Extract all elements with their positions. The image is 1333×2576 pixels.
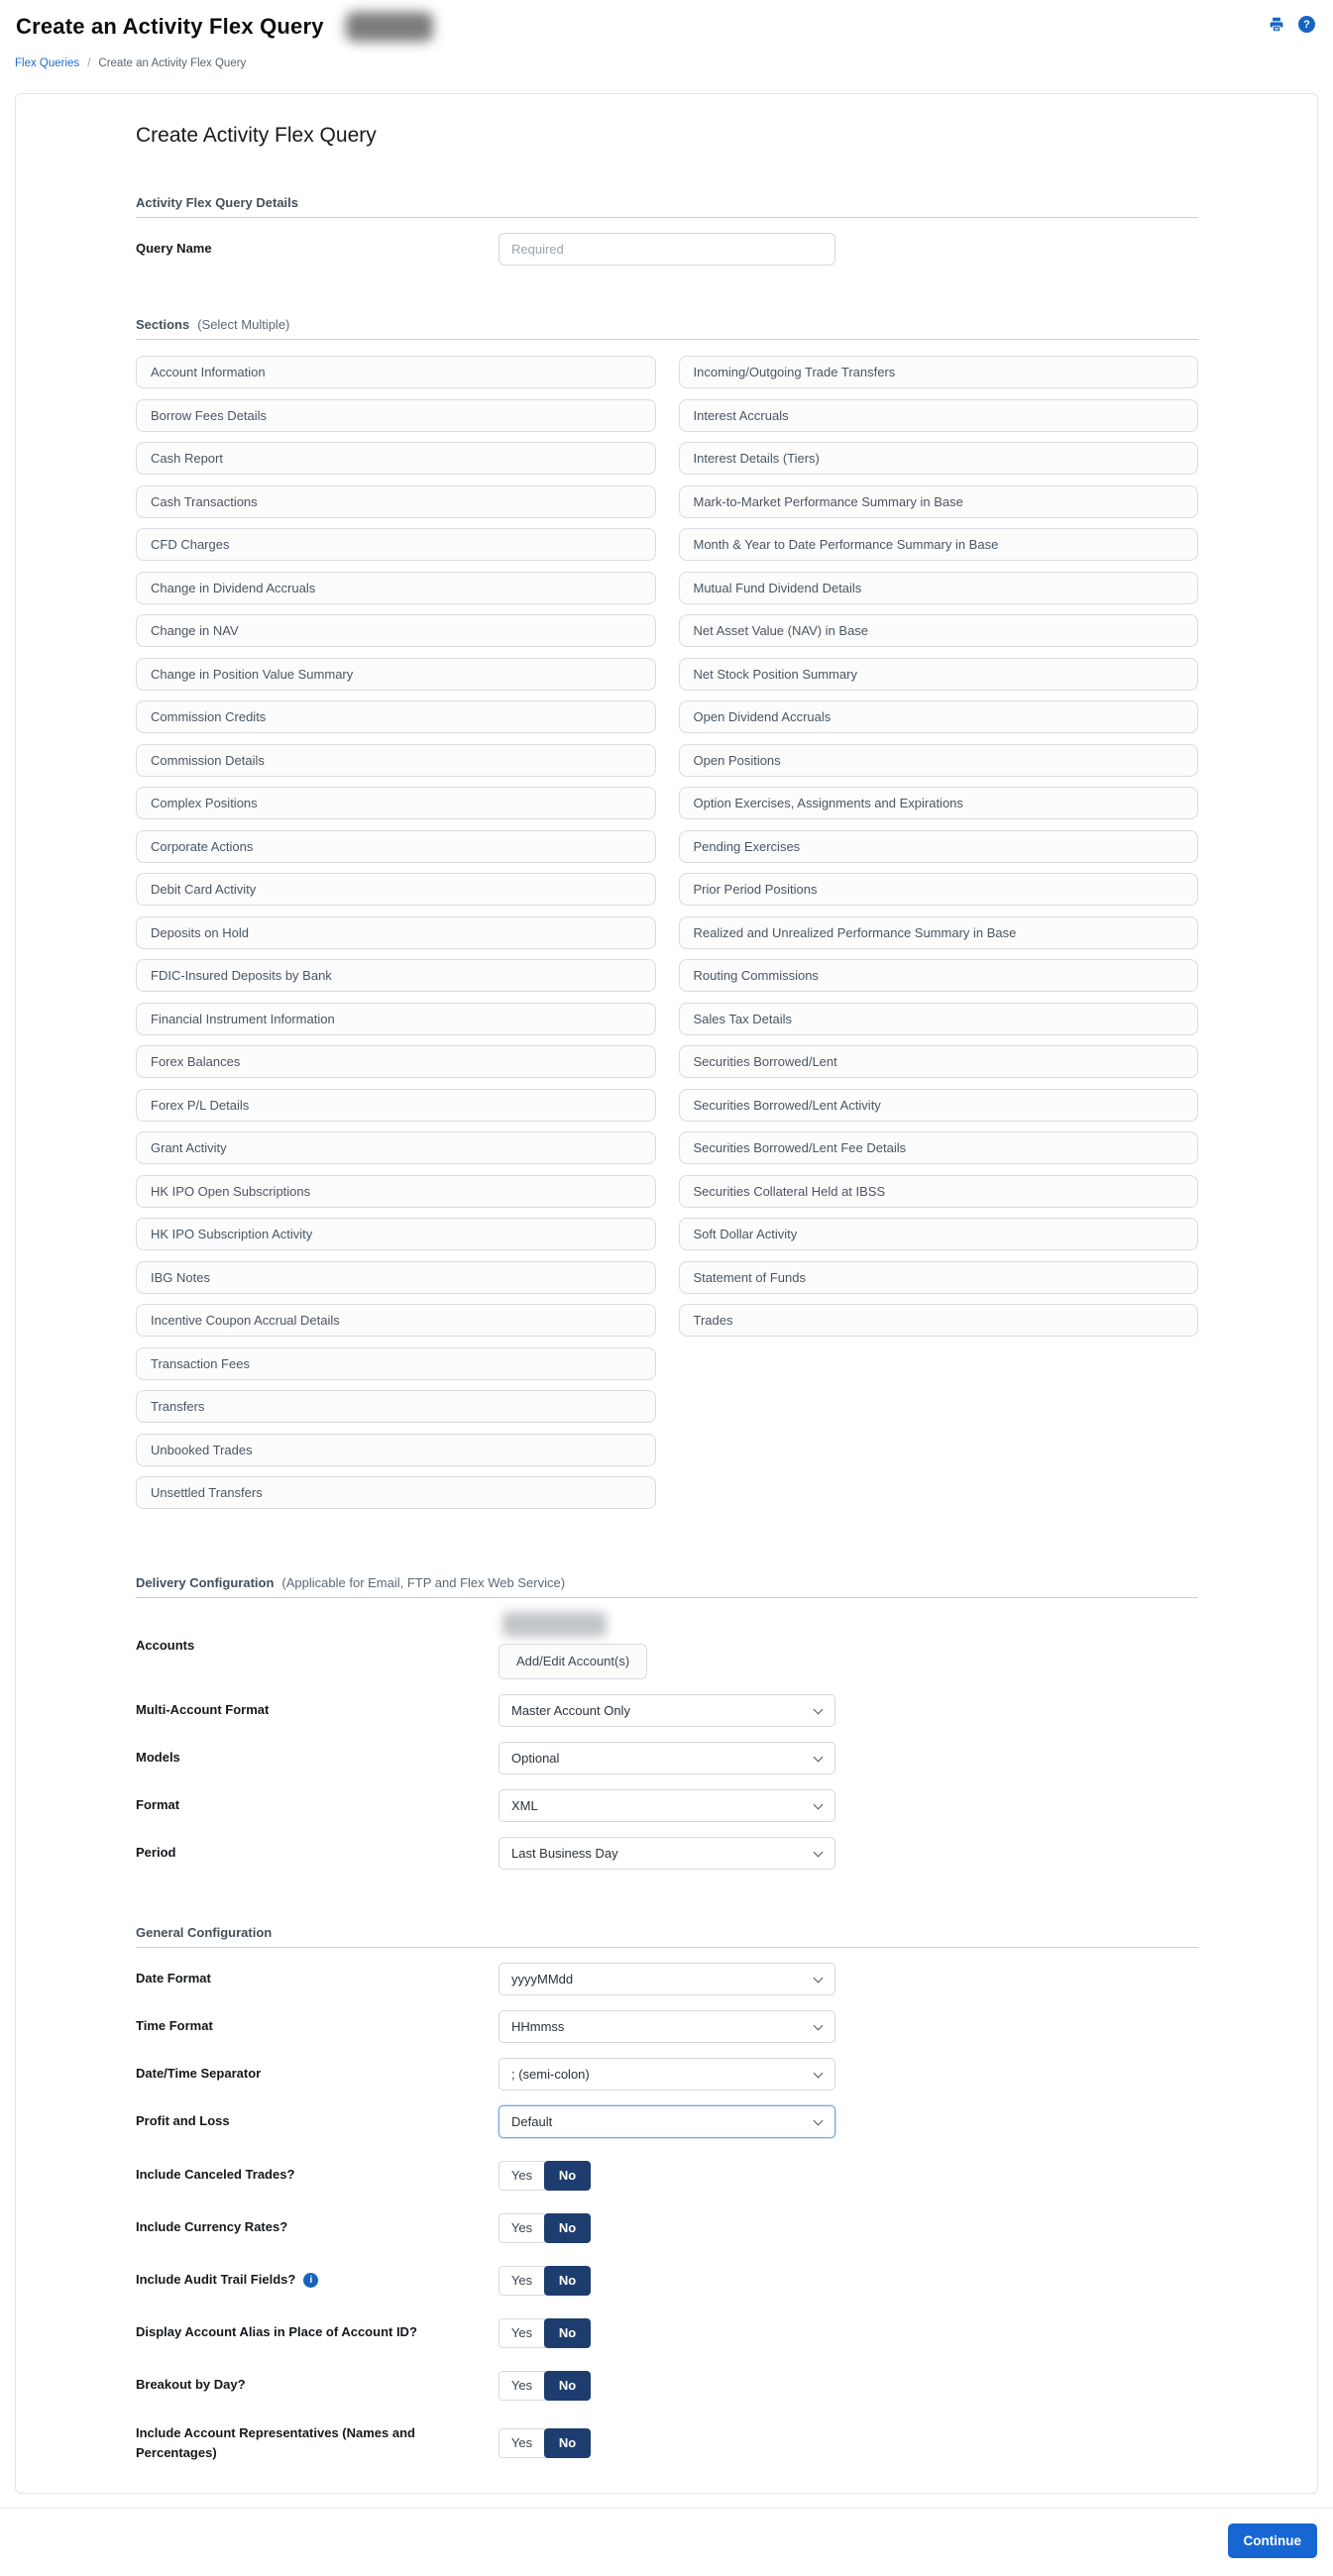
section-option-button[interactable] — [679, 399, 1199, 432]
section-option-label: Pending Exercises — [693, 838, 801, 854]
form-row — [136, 1963, 1198, 1995]
section-option-label: Transfers — [151, 1399, 205, 1414]
toggle-label-text: Breakout by Day? — [136, 2377, 246, 2393]
toggle-label-text: Include Currency Rates? — [136, 2219, 288, 2235]
section-option-label: Change in Dividend Accruals — [151, 580, 316, 595]
section-option-button[interactable] — [136, 528, 656, 561]
accounts-label-text: Accounts — [136, 1637, 195, 1653]
section-option-button[interactable] — [136, 744, 656, 777]
yes-no-toggle — [499, 2428, 591, 2458]
section-option-label: Incoming/Outgoing Trade Transfers — [693, 365, 896, 379]
section-option-button[interactable] — [679, 1131, 1199, 1164]
section-option-label: Mark-to-Market Performance Summary in Base — [693, 493, 963, 509]
form-row — [136, 2058, 1198, 2091]
yes-no-toggle — [499, 2371, 591, 2401]
field-label-text: Date Format — [136, 1970, 211, 1986]
section-option-label: Financial Instrument Information — [151, 1011, 335, 1026]
field-label — [136, 2016, 499, 2036]
section-option-label: Mutual Fund Dividend Details — [693, 580, 862, 595]
sections-column-2 — [679, 356, 1199, 1520]
section-option-label: Deposits on Hold — [151, 924, 249, 940]
section-option-button[interactable] — [136, 830, 656, 863]
select-value: ; (semi-colon) — [511, 2066, 590, 2082]
toggle-no-option-selected[interactable]: No — [544, 2371, 591, 2401]
section-option-label: Account Information — [151, 365, 266, 379]
select-value: XML — [511, 1797, 538, 1813]
section-option-button[interactable] — [679, 442, 1199, 475]
section-option-label: Month & Year to Date Performance Summary in Base — [693, 537, 999, 552]
select-dropdown[interactable] — [499, 1789, 835, 1822]
section-option-button[interactable] — [136, 873, 656, 906]
select-value: Optional — [511, 1750, 560, 1766]
redacted-account-value — [502, 1612, 607, 1637]
delivery-heading-text: Delivery Configuration — [136, 1574, 275, 1590]
section-option-label: Open Dividend Accruals — [693, 709, 832, 724]
section-option-button[interactable] — [136, 1347, 656, 1380]
breadcrumb-current: Create an Activity Flex Query — [98, 57, 247, 69]
section-option-label: Transaction Fees — [151, 1355, 250, 1371]
toggle-yes-option[interactable]: Yes — [499, 2213, 545, 2243]
field-label — [136, 2064, 499, 2084]
field-label-text: Multi-Account Format — [136, 1701, 270, 1717]
sections-heading-text: Sections — [136, 317, 190, 332]
accounts-row — [136, 1612, 1198, 1679]
section-option-label: CFD Charges — [151, 537, 230, 552]
toggle-no-option-selected[interactable]: No — [544, 2428, 591, 2458]
section-option-button[interactable] — [136, 1304, 656, 1337]
section-option-button[interactable] — [679, 744, 1199, 777]
section-option-label: Change in NAV — [151, 623, 239, 638]
section-option-label: Cash Report — [151, 451, 223, 466]
select-value: Master Account Only — [511, 1702, 630, 1718]
toggle-yes-option[interactable]: Yes — [499, 2266, 545, 2296]
query-name-input[interactable] — [499, 233, 835, 266]
breadcrumb-link-flex-queries[interactable]: Flex Queries — [15, 57, 80, 69]
field-label — [136, 1843, 499, 1863]
field-label-text: Format — [136, 1796, 180, 1812]
section-option-label: Complex Positions — [151, 796, 258, 810]
section-option-button[interactable] — [136, 1045, 656, 1078]
continue-button[interactable]: Continue — [1228, 2523, 1318, 2558]
add-edit-accounts-button[interactable]: Add/Edit Account(s) — [499, 1644, 647, 1679]
section-option-label: Securities Collateral Held at IBSS — [693, 1183, 886, 1199]
toggle-label-text: Include Account Representatives (Names and Percentages) — [136, 2424, 415, 2460]
yes-no-toggle — [499, 2213, 591, 2243]
section-option-label: Sales Tax Details — [693, 1011, 792, 1026]
toggle-yes-option[interactable]: Yes — [499, 2428, 545, 2458]
page-title: Create an Activity Flex Query — [16, 14, 324, 39]
field-label — [136, 1700, 499, 1720]
toggle-label — [136, 2217, 499, 2237]
section-option-label: Commission Details — [151, 752, 265, 768]
section-option-label: Corporate Actions — [151, 838, 254, 854]
select-value: yyyyMMdd — [511, 1971, 574, 1986]
form-row — [136, 1789, 1198, 1822]
accounts-value — [499, 1612, 647, 1679]
toggle-yes-option[interactable]: Yes — [499, 2161, 545, 2191]
field-label-text: Profit and Loss — [136, 2112, 230, 2128]
section-option-button[interactable] — [136, 1476, 656, 1509]
section-option-label: Forex Balances — [151, 1054, 241, 1069]
section-option-label: Commission Credits — [151, 709, 267, 724]
section-option-button[interactable] — [136, 614, 656, 647]
section-option-label: Interest Details (Tiers) — [693, 451, 820, 466]
toggle-label — [136, 2270, 499, 2290]
delivery-select-rows — [136, 1694, 1198, 1870]
delivery-section-heading — [136, 1575, 1198, 1598]
accounts-label — [136, 1612, 499, 1656]
section-option-label: HK IPO Open Subscriptions — [151, 1183, 311, 1199]
toggle-row — [136, 2318, 1198, 2348]
form-row — [136, 2105, 1198, 2138]
section-option-label: Cash Transactions — [151, 493, 258, 509]
yes-no-toggle — [499, 2266, 591, 2296]
details-section-heading — [136, 195, 1198, 218]
section-option-button[interactable] — [136, 1003, 656, 1035]
section-option-label: Securities Borrowed/Lent — [693, 1054, 837, 1069]
section-option-button[interactable] — [136, 658, 656, 691]
select-dropdown[interactable] — [499, 1694, 835, 1727]
breadcrumb — [0, 44, 1333, 81]
field-label — [136, 1748, 499, 1768]
help-icon[interactable]: ? — [1298, 16, 1315, 33]
section-option-label: Statement of Funds — [693, 1269, 806, 1285]
section-option-label: Unbooked Trades — [151, 1442, 253, 1457]
section-option-label: Securities Borrowed/Lent Fee Details — [693, 1140, 907, 1155]
section-option-button[interactable] — [136, 700, 656, 733]
section-option-button[interactable] — [679, 485, 1199, 518]
chevron-down-icon — [814, 1847, 824, 1857]
section-option-label: Unsettled Transfers — [151, 1485, 263, 1500]
create-query-card — [15, 93, 1318, 2494]
toggle-no-option-selected[interactable]: No — [544, 2161, 591, 2191]
sections-grid — [136, 356, 1198, 1520]
chevron-down-icon — [814, 2068, 824, 2078]
field-label — [136, 1795, 499, 1815]
form-row — [136, 1742, 1198, 1774]
select-dropdown[interactable] — [499, 2058, 835, 2091]
section-option-label: Net Stock Position Summary — [693, 666, 857, 682]
section-option-button[interactable] — [679, 959, 1199, 992]
toggle-label — [136, 2322, 499, 2342]
general-section-heading — [136, 1925, 1198, 1948]
query-name-row — [136, 233, 1198, 266]
section-option-label: Realized and Unrealized Performance Summary in Base — [693, 924, 1017, 940]
section-option-button[interactable] — [679, 1045, 1199, 1078]
select-dropdown[interactable] — [499, 1837, 835, 1870]
toggle-no-option-selected[interactable]: No — [544, 2318, 591, 2348]
footer — [0, 2509, 1333, 2576]
section-option-button[interactable] — [679, 1261, 1199, 1294]
field-label — [136, 1969, 499, 1988]
section-option-button[interactable] — [679, 1218, 1199, 1250]
field-label-text: Time Format — [136, 2017, 213, 2033]
section-option-button[interactable] — [136, 1089, 656, 1122]
toggle-no-option-selected[interactable]: No — [544, 2213, 591, 2243]
chevron-down-icon — [814, 1752, 824, 1762]
yes-no-toggle — [499, 2161, 591, 2191]
section-option-label: Securities Borrowed/Lent Activity — [693, 1097, 881, 1113]
form-row — [136, 2010, 1198, 2043]
section-option-button[interactable] — [136, 442, 656, 475]
section-option-button[interactable] — [679, 873, 1199, 906]
section-option-button[interactable] — [679, 614, 1199, 647]
toggle-row — [136, 2161, 1198, 2191]
section-option-label: Incentive Coupon Accrual Details — [151, 1313, 340, 1328]
query-name-label-text: Query Name — [136, 241, 212, 257]
section-option-button[interactable] — [679, 1175, 1199, 1208]
field-label-text: Models — [136, 1749, 180, 1765]
section-option-button[interactable] — [136, 959, 656, 992]
field-label-text: Period — [136, 1844, 176, 1860]
section-option-label: Forex P/L Details — [151, 1097, 250, 1113]
sections-heading-note: (Select Multiple) — [197, 317, 290, 332]
section-option-label: Borrow Fees Details — [151, 407, 268, 423]
section-option-button[interactable] — [679, 830, 1199, 863]
section-option-button[interactable] — [679, 787, 1199, 819]
field-label — [136, 2111, 499, 2131]
section-option-button[interactable] — [136, 1175, 656, 1208]
section-option-button[interactable] — [136, 356, 656, 388]
section-option-button[interactable] — [679, 658, 1199, 691]
toggle-yes-option[interactable]: Yes — [499, 2318, 545, 2348]
details-heading-text: Activity Flex Query Details — [136, 195, 299, 210]
section-option-button[interactable] — [136, 1390, 656, 1423]
section-option-button[interactable] — [136, 787, 656, 819]
section-option-button[interactable] — [136, 1434, 656, 1466]
section-option-button[interactable] — [679, 528, 1199, 561]
form-row — [136, 1837, 1198, 1870]
section-option-label: Trades — [693, 1313, 733, 1328]
section-option-label: Net Asset Value (NAV) in Base — [693, 623, 869, 638]
section-option-label: Grant Activity — [151, 1140, 227, 1155]
field-label-text: Date/Time Separator — [136, 2065, 262, 2081]
section-option-button[interactable] — [136, 1218, 656, 1250]
section-option-button[interactable] — [136, 916, 656, 949]
select-dropdown[interactable] — [499, 2105, 835, 2138]
chevron-down-icon — [814, 1973, 824, 1983]
print-icon[interactable] — [1268, 16, 1285, 33]
section-option-label: Routing Commissions — [693, 968, 819, 983]
section-option-label: Option Exercises, Assignments and Expirations — [693, 796, 963, 810]
section-option-label: Prior Period Positions — [693, 882, 818, 897]
chevron-down-icon — [814, 2020, 824, 2030]
section-option-button[interactable] — [679, 1089, 1199, 1122]
section-option-button[interactable] — [136, 1131, 656, 1164]
section-option-button[interactable] — [679, 1304, 1199, 1337]
section-option-label: Interest Accruals — [693, 407, 789, 423]
form-row — [136, 1694, 1198, 1727]
select-value: Default — [511, 2113, 553, 2129]
toggle-label-text: Display Account Alias in Place of Account ID? — [136, 2324, 417, 2340]
top-bar — [0, 0, 1333, 44]
section-option-button[interactable] — [679, 916, 1199, 949]
general-toggle-rows — [136, 2161, 1198, 2463]
toggle-label — [136, 2423, 499, 2463]
section-option-label: Soft Dollar Activity — [693, 1227, 798, 1241]
toggle-row — [136, 2371, 1198, 2401]
general-heading-text: General Configuration — [136, 1924, 273, 1940]
section-option-label: Debit Card Activity — [151, 882, 257, 897]
general-select-rows — [136, 1963, 1198, 2138]
section-option-button[interactable] — [136, 485, 656, 518]
chevron-down-icon — [814, 1704, 824, 1714]
card-title: Create Activity Flex Query — [136, 124, 377, 147]
toggle-no-option-selected[interactable]: No — [544, 2266, 591, 2296]
section-option-label: Open Positions — [693, 752, 781, 768]
section-option-button[interactable] — [136, 399, 656, 432]
breadcrumb-separator: / — [87, 57, 91, 69]
section-option-label: IBG Notes — [151, 1269, 210, 1285]
section-option-button[interactable] — [136, 1261, 656, 1294]
chevron-down-icon — [814, 1799, 824, 1809]
select-dropdown[interactable] — [499, 1963, 835, 1995]
select-dropdown[interactable] — [499, 1742, 835, 1774]
query-name-label — [136, 239, 499, 259]
toggle-label-text: Include Canceled Trades? — [136, 2167, 295, 2183]
sections-heading — [136, 317, 1198, 340]
section-option-button[interactable] — [679, 1003, 1199, 1035]
select-value: HHmmss — [511, 2018, 565, 2034]
toggle-label — [136, 2165, 499, 2185]
sections-column-1 — [136, 356, 656, 1520]
redacted-account-badge — [346, 12, 433, 42]
yes-no-toggle — [499, 2318, 591, 2348]
delivery-heading-note: (Applicable for Email, FTP and Flex Web Service) — [281, 1574, 566, 1590]
section-option-button[interactable] — [679, 700, 1199, 733]
section-option-button[interactable] — [679, 356, 1199, 388]
section-option-label: FDIC-Insured Deposits by Bank — [151, 968, 332, 983]
toggle-row — [136, 2423, 1198, 2463]
toggle-row — [136, 2213, 1198, 2243]
chevron-down-icon — [814, 2115, 824, 2125]
toggle-row — [136, 2266, 1198, 2296]
info-icon[interactable]: i — [303, 2273, 318, 2288]
toggle-yes-option[interactable]: Yes — [499, 2371, 545, 2401]
toggle-label-text: Include Audit Trail Fields? — [136, 2272, 296, 2288]
section-option-button[interactable] — [679, 572, 1199, 604]
section-option-label: HK IPO Subscription Activity — [151, 1227, 313, 1241]
section-option-button[interactable] — [136, 572, 656, 604]
select-dropdown[interactable] — [499, 2010, 835, 2043]
toggle-label — [136, 2375, 499, 2395]
select-value: Last Business Day — [511, 1845, 618, 1861]
section-option-label: Change in Position Value Summary — [151, 666, 354, 682]
